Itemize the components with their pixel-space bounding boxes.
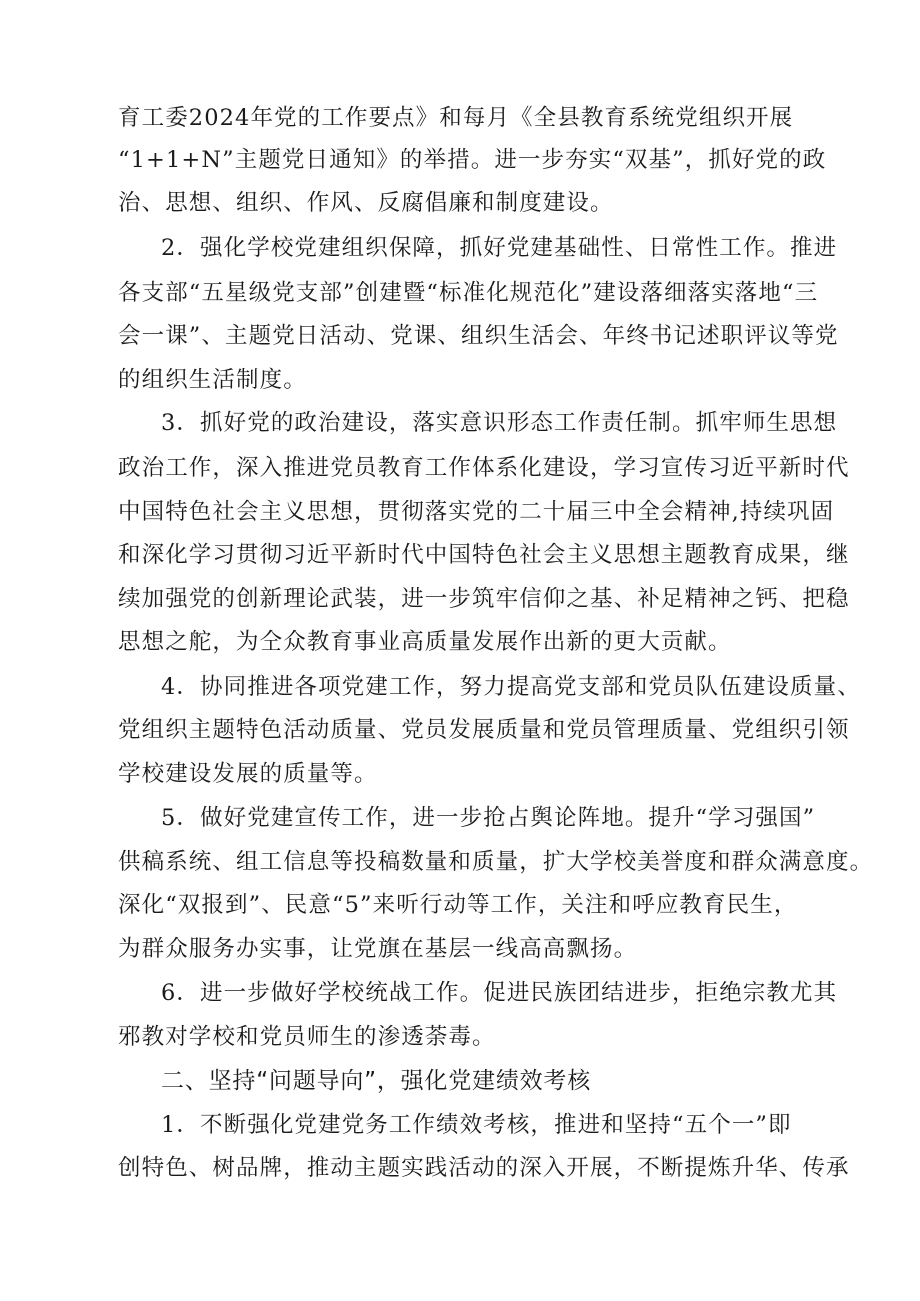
text-line: 思想之舵，为仝众教育事业高质量发展作出新的更大贡献。 (118, 629, 732, 655)
text-line: 中国特色社会主义思想，贯彻落实党的二十届三中全会精神,持续巩固 (118, 499, 835, 525)
text-line: 党组织主题特色活动质量、党员发展质量和党员管理质量、党组织引领 (118, 717, 850, 743)
text-line: 和深化学习贯彻习近平新时代中国特色社会主义思想主题教育成果，继 (118, 542, 850, 568)
paragraph-2-line: 2．强化学校党建组织保障，抓好党建基础性、日常性工作。推进 (161, 235, 838, 261)
paragraph-3-line: 3．抓好党的政治建设，落实意识形态工作责任制。抓牢师生思想 (161, 410, 838, 436)
text-line: 为群众服务办实事，让党旗在基层一线高高飘扬。 (118, 936, 638, 962)
text-line: 邪教对学校和党员师生的渗透荼毒。 (118, 1024, 496, 1050)
paragraph-5-line: 5．做好党建宣传工作，进一步抢占舆论阵地。提升“学习强国” (161, 805, 816, 831)
text-line: 创特色、树品牌，推动主题实践活动的深入开展，不断提炼升华、传承 (118, 1155, 850, 1181)
text-line: 学校建设发展的质量等。 (118, 761, 378, 787)
text-line: 续加强党的创新理论武装，进一步筑牢信仰之基、补足精神之钙、把稳 (118, 586, 850, 612)
text-line: 会一课”、主题党日活动、党课、组织生活会、年终书记述职评议等党 (118, 323, 839, 349)
text-line: 各支部“五星级党支部”创建暨“标准化规范化”建设落细落实落地“三 (118, 280, 819, 306)
text-line: 供稿系统、组工信息等投稿数量和质量，扩大学校美誉度和群众满意度。 (118, 849, 874, 875)
text-line: 育工委2024年党的工作要点》和每月《全县教育系统党组织开展 (118, 105, 794, 131)
paragraph-1-line: 1．不断强化党建党务工作绩效考核，推进和坚持“五个一”即 (161, 1112, 792, 1138)
paragraph-4-line: 4．协同推进各项党建工作，努力提高党支部和党员队伍建设质量、 (161, 674, 861, 700)
text-line: 治、思想、组织、作风、反腐倡廉和制度建设。 (118, 190, 614, 216)
text-line: 政治工作，深入推进党员教育工作体系化建设，学习宣传习近平新时代 (118, 455, 850, 481)
text-line: 的组织生活制度。 (118, 367, 307, 393)
section-heading: 二、坚持“问题导向”，强化党建绩效考核 (161, 1068, 592, 1094)
text-line: “1+1+N”主题党日通知》的举措。进一步夯实“双基”，抓好党的政 (118, 147, 827, 173)
paragraph-6-line: 6．进一步做好学校统战工作。促进民族团结进步，拒绝宗教尤其 (161, 980, 838, 1006)
text-line: 深化“双报到”、民意“5”来听行动等工作，关注和呼应教育民生， (118, 892, 798, 918)
